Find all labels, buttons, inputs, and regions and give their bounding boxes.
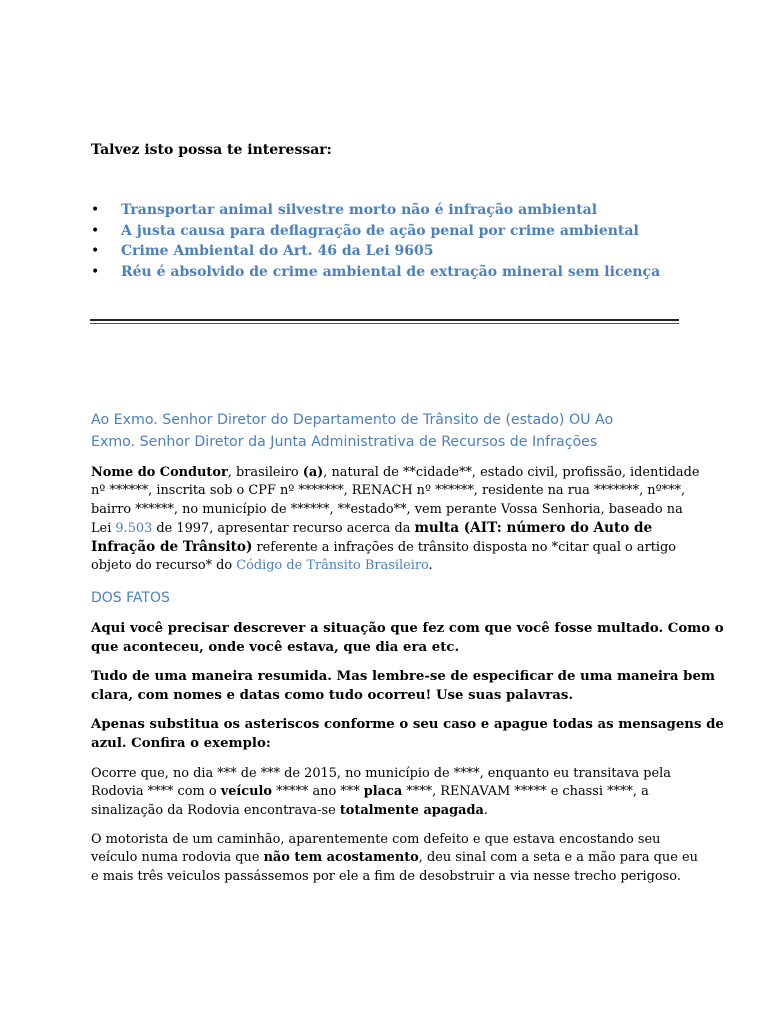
text-run: veículo (220, 784, 273, 800)
paragraph-line (91, 519, 681, 538)
paragraph-line (91, 464, 700, 482)
driver-name-label: Nome do Condutor (91, 465, 228, 480)
driver-paragraph (91, 831, 698, 886)
interest-title: Talvez isto possa te interessar: (91, 142, 332, 158)
paragraph-line (91, 557, 681, 575)
paragraph-line: e mais três veiculos passássemos por ele a fim de desobstruir a via nesse trecho perigoso. (91, 868, 681, 884)
paragraph-line: que aconteceu, onde você estava, que dia era etc. (91, 639, 460, 655)
bullet: • (91, 263, 100, 280)
intro-paragraph (91, 464, 700, 576)
paragraph-line (91, 849, 698, 867)
paragraph-line: bairro ******, no município de ******, **estado**, vem perante Vossa Senhoria, baseado na (91, 501, 683, 517)
instruction-paragraph (91, 668, 715, 705)
list-item (91, 241, 691, 262)
heading-line: Ao Exmo. Senhor Diretor do Departamento de Trânsito de (estado) OU Ao (91, 412, 614, 428)
instruction-paragraph (91, 620, 724, 657)
section-title-facts: DOS FATOS (91, 590, 170, 606)
paragraph-line (91, 802, 681, 820)
paragraph-line: azul. Confira o exemplo: (91, 735, 271, 751)
text-run: ****, RENAVAM ***** e chassi ****, a (402, 784, 649, 800)
related-link-4[interactable]: Réu é absolvido de crime ambiental de extração mineral sem licença (121, 263, 661, 280)
paragraph-line: Apenas substitua os asteriscos conforme o seu caso e apague todas as mensagens de (91, 717, 724, 732)
related-links-list (91, 200, 691, 282)
text-run: sinalização da Rodovia encontrava-se (91, 802, 340, 818)
bullet: • (91, 222, 100, 239)
bullet: • (91, 243, 100, 259)
paragraph-line: O motorista de um caminhão, aparentemente com defeito e que estava encostando seu (91, 832, 661, 847)
text-run: , deu sinal com a seta e a mão para que eu (418, 850, 698, 866)
related-link-3[interactable]: Crime Ambiental do Art. 46 da Lei 9605 (121, 243, 434, 259)
horizontal-divider (90, 319, 679, 321)
text-run: totalmente apagada (339, 802, 484, 818)
paragraph-line: nº ******, inscrita sob o CPF nº *******, RENACH nº ******, residente na rua *******, nº***, (91, 483, 686, 499)
text-run: . (483, 802, 489, 818)
horizontal-divider (90, 323, 679, 324)
related-link-2[interactable]: A justa causa para deflagração de ação penal por crime ambiental (121, 222, 639, 239)
heading-line: Exmo. Senhor Diretor da Junta Administrativa de Recursos de Infrações (91, 434, 598, 450)
text-run: , brasileiro (227, 465, 303, 480)
list-item (91, 221, 691, 242)
list-item (91, 262, 691, 283)
text-run: de 1997, apresentar recurso acerca da (152, 520, 415, 536)
addressee-heading (91, 409, 671, 453)
text-run: objeto do recurso* do (91, 558, 237, 574)
paragraph-line: clara, com nomes e datas como tudo ocorreu! Use suas palavras. (91, 687, 574, 703)
text-run: Rodovia **** com o (91, 784, 221, 800)
bullet: • (91, 202, 100, 218)
text-run: ***** ano *** (272, 784, 364, 800)
text-run: multa (AIT: número do Auto de (414, 519, 653, 536)
list-item (91, 200, 691, 221)
text-run: referente a infrações de trânsito disposta no *citar qual o artigo (252, 540, 677, 556)
text-run: veículo numa rodovia que (91, 850, 264, 866)
paragraph-line: Aqui você precisar descrever a situação que fez com que você fosse multado. Como o (91, 621, 724, 636)
text-run: Lei (91, 520, 116, 536)
paragraph-line (91, 538, 681, 557)
instruction-paragraph (91, 716, 724, 753)
text-run: (a) (302, 465, 324, 480)
paragraph-line: Ocorre que, no dia *** de *** de 2015, no município de ****, enquanto eu transitava pela (91, 766, 671, 781)
text-run: , natural de **cidade**, estado civil, profissão, identidade (323, 465, 700, 480)
related-link-1[interactable]: Transportar animal silvestre morto não é infração ambiental (121, 202, 598, 218)
example-paragraph (91, 765, 681, 820)
text-run: não tem acostamento (263, 850, 419, 866)
text-run: . (428, 558, 433, 574)
text-run: placa (363, 784, 403, 800)
law-link[interactable]: 9.503 (115, 520, 153, 536)
ctb-link[interactable]: Código de Trânsito Brasileiro (236, 558, 429, 574)
paragraph-line: Tudo de uma maneira resumida. Mas lembre-se de especificar de uma maneira bem (91, 669, 715, 684)
text-run: Infração de Trânsito) (91, 539, 253, 556)
paragraph-line (91, 783, 681, 801)
